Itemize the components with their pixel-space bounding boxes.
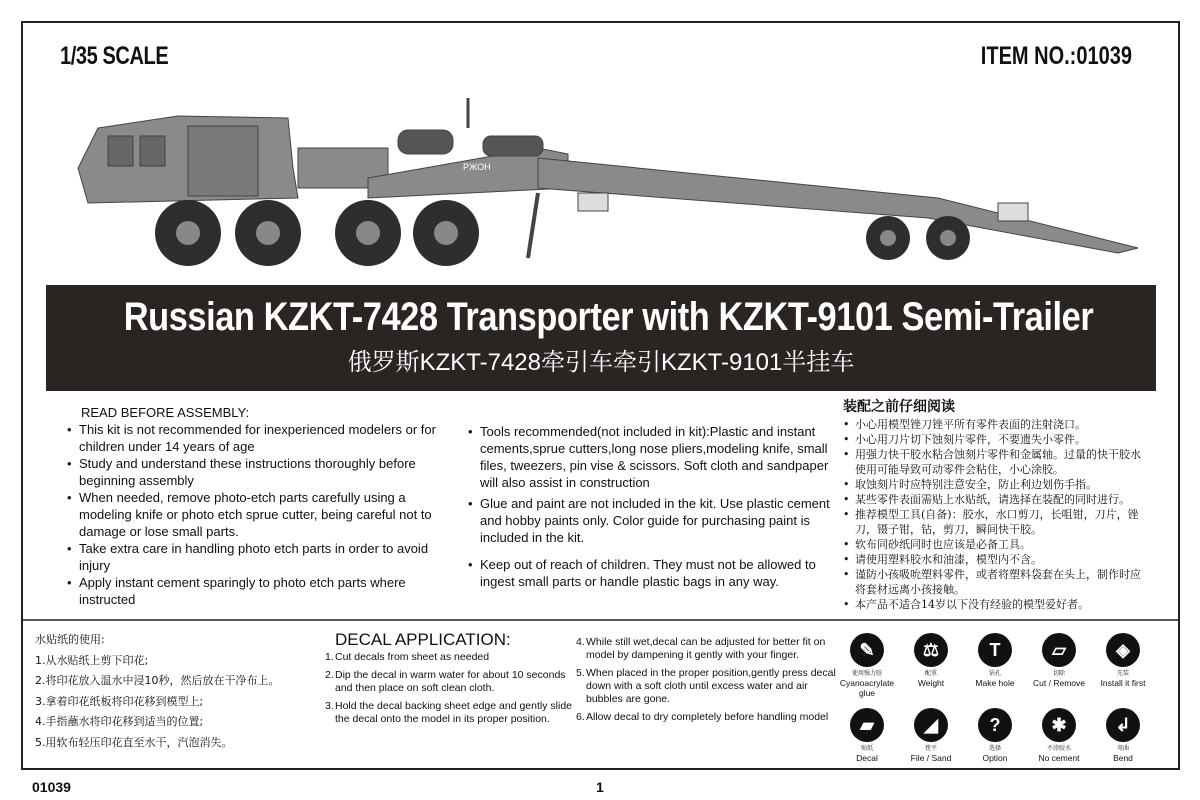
truck-marking: PЖОН [463, 162, 491, 172]
legend-weight: ⚖ 配重 Weight [899, 633, 963, 698]
symbol-legend [835, 633, 1155, 763]
list-item: • 取蚀刻片时应特别注意安全，防止利边划伤手指。 [843, 477, 1143, 492]
decal-cn-step: 1.从水贴纸上剪下印花; [35, 653, 149, 667]
title-english: Russian KZKT-7428 Transporter with KZKT-9101 Semi-Trailer [123, 295, 1094, 339]
cut-icon: ▱ [1042, 633, 1076, 667]
list-item: • 谨防小孩吸吮塑料零件，或者将塑料袋套在头上，制作时应将套材远离小孩接触。 [843, 567, 1143, 597]
decal-step: 6. Allow decal to dry completely before handling model [576, 711, 829, 723]
decal-heading: DECAL APPLICATION: [335, 630, 511, 649]
decal-icon: ▰ [850, 708, 884, 742]
read-before-heading: READ BEFORE ASSEMBLY: [81, 405, 250, 420]
legend-decal: ▰ 贴纸 Decal [835, 708, 899, 763]
list-item: • Take extra care in handling photo etch parts in order to avoid injury [67, 540, 447, 574]
title-banner [46, 285, 1156, 391]
install-first-icon: ◈ [1106, 633, 1140, 667]
footer-item-number: 01039 [32, 779, 71, 795]
legend-option: ? 选择 Option [963, 708, 1027, 763]
decal-step: 3. Hold the decal backing sheet edge and gently slide the decal onto the model in its proper position. [325, 700, 572, 725]
list-item: • Tools recommended(not included in kit):Plastic and instant cements,sprue cutters,long nose pliers,modeling knife, small files, tweezers, pin vise & scissors. Soft cloth and sandpaper will also assist in construction [468, 423, 838, 491]
decal-step: 1. Cut decals from sheet as needed [325, 651, 490, 663]
legend-cut: ▱ 切除 Cut / Remove [1027, 633, 1091, 698]
legend-no-cement: ✱ 不涂胶水 No cement [1027, 708, 1091, 763]
list-item: • 请使用塑料胶水和油漆，模型内不含。 [843, 552, 1143, 567]
decal-cn-heading: 水贴纸的使用: [35, 633, 105, 646]
read-before-col1 [67, 404, 447, 608]
decal-instructions-english [325, 630, 575, 731]
drill-icon: T [978, 633, 1012, 667]
decal-cn-step: 3.拿着印花纸板将印花移到模型上; [35, 694, 204, 708]
legend-file-sand: ◢ 锉平 File / Sand [899, 708, 963, 763]
list-item: • 本产品不适合14岁以下没有经验的模型爱好者。 [843, 597, 1143, 612]
divider [23, 619, 1178, 621]
truck-illustration [68, 88, 1148, 273]
decal-cn-step: 2.将印花放入温水中浸10秒，然后放在干净布上。 [35, 674, 280, 687]
legend-bend: ↲ 弯曲 Bend [1091, 708, 1155, 763]
scale-label: 1/35 SCALE [60, 42, 169, 70]
file-icon: ◢ [914, 708, 948, 742]
decal-step: 5. When placed in the proper position,gently press decal down with a soft cloth until excess water and air bubbles are gone. [576, 667, 836, 705]
list-item: • 某些零件表面需贴上水贴纸，请选择在装配的同时进行。 [843, 492, 1143, 507]
list-item: • When needed, remove photo-etch parts carefully using a modeling knife or photo etch sprue cutter, being careful not to damage or lose small parts. [67, 489, 447, 540]
list-item: • Study and understand these instructions thoroughly before beginning assembly [67, 455, 447, 489]
list-item: • This kit is not recommended for inexperienced modelers or for children under 14 years of age [67, 421, 447, 455]
legend-glue: ✎ 使用强力胶 Cyanoacrylate glue [835, 633, 899, 698]
decal-step: 2. Dip the decal in warm water for about 10 seconds and then place on soft clean cloth. [325, 669, 566, 694]
list-item: • 推荐模型工具(自备)：胶水，水口剪刀，长咀钳，刀片，锉刀，镊子钳，钻，剪刀，瞬间快干胶。 [843, 507, 1143, 537]
read-before-chinese [843, 400, 1143, 612]
legend-install-first: ◈ 先装 Install it first [1091, 633, 1155, 698]
decal-step: 4. While still wet,decal can be adjusted for better fit on model by dampening it gently with your finger. [576, 636, 826, 661]
list-item: • Apply instant cement sparingly to photo etch parts where instructed [67, 574, 447, 608]
item-number: ITEM NO.:01039 [980, 42, 1132, 70]
read-before-col2 [468, 423, 838, 590]
decal-instructions-chinese [35, 630, 280, 753]
chinese-heading: 装配之前仔细阅读 [843, 399, 955, 415]
list-item: • 小心用模型锉刀锉平所有零件表面的注射浇口。 [843, 417, 1143, 432]
decal-cn-step: 5.用软布轻压印花直至水干，汽泡消失。 [35, 735, 233, 749]
weight-icon: ⚖ [914, 633, 948, 667]
list-item: • 软布同砂纸同时也应该是必备工具。 [843, 537, 1143, 552]
list-item: • 小心用刀片切下蚀刻片零件，不要遗失小零件。 [843, 432, 1143, 447]
bend-icon: ↲ [1106, 708, 1140, 742]
title-chinese: 俄罗斯KZKT-7428牵引车牵引KZKT-9101半挂车 [347, 349, 855, 376]
question-icon: ? [978, 708, 1012, 742]
list-item: • Glue and paint are not included in the kit. Use plastic cement and hobby paints only. Color guide for purchasing paint is included in the kit. [468, 495, 838, 546]
list-item: • Keep out of reach of children. They must not be allowed to ingest small parts or handle plastic bags in any way. [468, 556, 838, 590]
page-number: 1 [596, 779, 604, 795]
no-cement-icon: ✱ [1042, 708, 1076, 742]
decal-cn-step: 4.手指蘸水将印花移到适当的位置; [35, 715, 204, 728]
glue-icon: ✎ [850, 633, 884, 667]
legend-make-hole: T 钻孔 Make hole [963, 633, 1027, 698]
list-item: • 用强力快干胶水粘合蚀刻片零件和金属轴。过量的快干胶水使用可能导致可动零件会粘住，小心涂胶。 [843, 447, 1143, 477]
decal-instructions-english-cont [576, 636, 836, 729]
